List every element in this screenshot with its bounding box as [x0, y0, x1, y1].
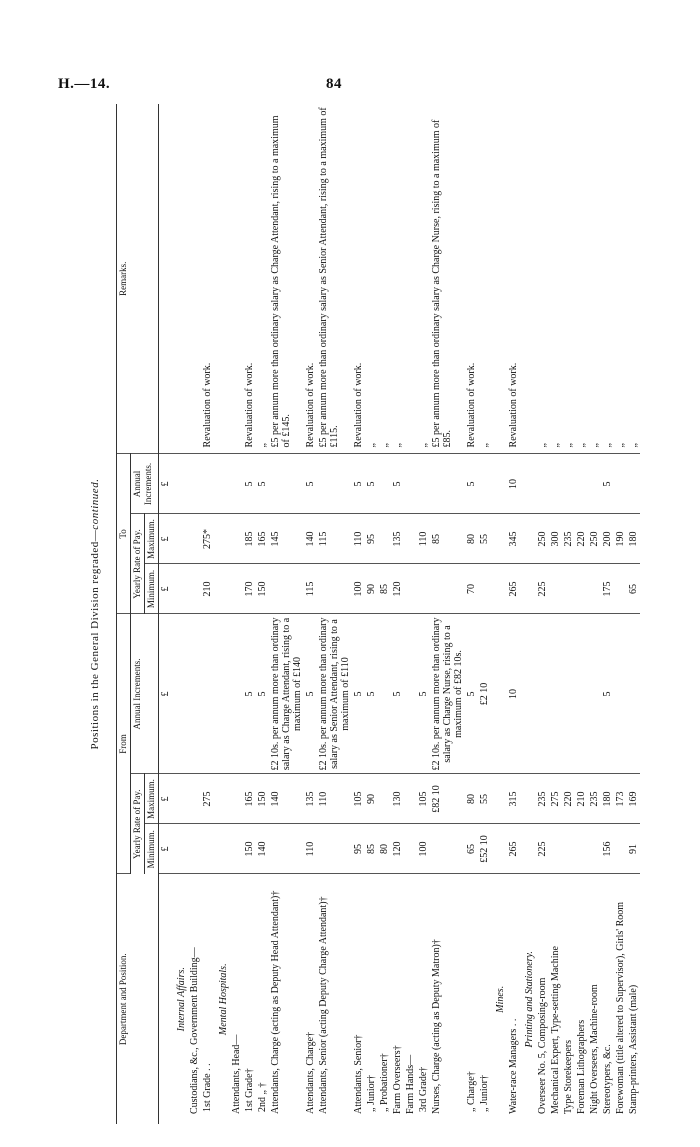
col-remarks-header: Remarks.	[117, 104, 159, 454]
to-max-cell: 300	[549, 514, 562, 564]
table-row	[201, 104, 214, 1124]
to-increment-cell	[201, 454, 214, 514]
position-cell: Mechanical Expert, Type-setting Machine	[550, 946, 561, 1114]
from-increment-cell	[536, 614, 549, 774]
from-max-cell	[378, 774, 391, 824]
from-min-cell: 95	[352, 824, 365, 874]
to-min-header: Minimum.	[145, 564, 159, 614]
to-min-cell	[269, 564, 304, 614]
from-min-cell: £52 10	[478, 824, 491, 874]
section-heading: Mines.	[495, 985, 506, 1013]
remarks-cell: „	[549, 104, 562, 454]
currency-mark: £	[159, 824, 173, 874]
to-max-cell: 110	[417, 514, 430, 564]
to-min-cell: 115	[304, 564, 317, 614]
from-increment-cell	[201, 614, 214, 774]
to-increment-cell	[549, 454, 562, 514]
from-min-cell: 140	[256, 824, 269, 874]
table-row	[365, 104, 378, 1124]
table-row	[562, 104, 575, 1124]
to-min-cell	[588, 564, 601, 614]
to-min-cell: 65	[627, 564, 640, 614]
section-heading: Internal Affairs.	[176, 967, 187, 1032]
from-max-header: Maximum.	[145, 774, 159, 824]
to-yearly-header: Yearly Rate of Pay.	[131, 514, 145, 614]
to-increment-cell	[378, 454, 391, 514]
to-max-cell: 55	[478, 514, 491, 564]
to-increment-cell	[575, 454, 588, 514]
position-cell: Water-race Managers . .	[508, 1018, 519, 1114]
regrading-table	[116, 104, 640, 1124]
from-max-cell: 80	[465, 774, 478, 824]
from-min-header: Minimum.	[145, 824, 159, 874]
position-cell: Forewoman (title altered to Supervisor), Girls' Room	[615, 901, 626, 1114]
from-increment-cell: 5	[256, 614, 269, 774]
from-max-cell: 55	[478, 774, 491, 824]
to-max-cell: 185	[243, 514, 256, 564]
from-min-cell	[614, 824, 627, 874]
to-increment-cell	[188, 454, 201, 514]
from-max-cell: 90	[365, 774, 378, 824]
to-min-cell: 175	[601, 564, 614, 614]
to-increment-cell: 5	[243, 454, 256, 514]
from-increment-cell: 10	[507, 614, 520, 774]
to-increment-cell: 5	[365, 454, 378, 514]
remarks-cell: „	[417, 104, 430, 454]
to-min-cell: 225	[536, 564, 549, 614]
from-min-cell	[230, 824, 243, 874]
position-cell: Farm Hands—	[405, 1054, 416, 1114]
position-cell: Stamp-printers, Assistant (male)	[628, 984, 639, 1114]
to-increment-cell	[269, 454, 304, 514]
from-max-cell: 169	[627, 774, 640, 824]
table-row	[430, 104, 465, 1124]
section-heading: Printing and Stationery.	[524, 951, 535, 1048]
to-increment-cell	[230, 454, 243, 514]
table-caption	[90, 104, 101, 1124]
from-max-cell: 135	[304, 774, 317, 824]
from-max-cell	[230, 774, 243, 824]
remarks-cell: Revaluation of work.	[465, 104, 478, 454]
to-max-cell: 250	[536, 514, 549, 564]
to-min-cell: 150	[256, 564, 269, 614]
from-min-cell: 156	[601, 824, 614, 874]
to-max-cell: 345	[507, 514, 520, 564]
from-max-cell: 130	[391, 774, 404, 824]
from-max-cell: 140	[269, 774, 304, 824]
to-increment-cell: 5	[256, 454, 269, 514]
to-increment-cell: 10	[507, 454, 520, 514]
remarks-cell: „	[391, 104, 404, 454]
col-dept-header: Department and Position.	[117, 874, 159, 1124]
remarks-cell: Revaluation of work.	[201, 104, 214, 454]
remarks-cell: „	[478, 104, 491, 454]
from-min-cell	[575, 824, 588, 874]
from-min-cell: 150	[243, 824, 256, 874]
from-max-cell: 235	[536, 774, 549, 824]
table-row	[465, 104, 478, 1124]
from-increment-cell	[404, 614, 417, 774]
table-row	[256, 104, 269, 1124]
to-increment-cell: 5	[304, 454, 317, 514]
from-max-cell: 235	[588, 774, 601, 824]
table-row	[549, 104, 562, 1124]
table-row	[230, 104, 243, 1124]
to-increment-cell	[430, 454, 465, 514]
currency-mark: £	[159, 454, 173, 514]
table-row	[417, 104, 430, 1124]
remarks-cell: „	[562, 104, 575, 454]
remarks-cell: „	[588, 104, 601, 454]
to-max-header: Maximum.	[145, 514, 159, 564]
position-cell: Foreman Lithographers	[576, 1019, 587, 1114]
section-heading-row	[172, 104, 188, 1124]
to-min-cell: 85	[378, 564, 391, 614]
from-increment-cell	[549, 614, 562, 774]
from-max-cell	[188, 774, 201, 824]
position-cell: „ Junior†	[366, 1075, 377, 1112]
remarks-cell: „	[378, 104, 391, 454]
to-min-cell: 70	[465, 564, 478, 614]
from-min-cell	[317, 824, 352, 874]
from-min-cell	[430, 824, 465, 874]
from-min-cell: 110	[304, 824, 317, 874]
to-max-cell: 180	[627, 514, 640, 564]
from-max-cell: 105	[417, 774, 430, 824]
to-max-cell: 140	[304, 514, 317, 564]
table-row	[575, 104, 588, 1124]
from-increment-cell	[614, 614, 627, 774]
from-max-cell: £82 10	[430, 774, 465, 824]
from-max-cell: 220	[562, 774, 575, 824]
to-increment-cell: 5	[601, 454, 614, 514]
to-increment-cell: 5	[465, 454, 478, 514]
page-ref: H.—14.	[58, 76, 111, 92]
table-row	[391, 104, 404, 1124]
from-increment-cell: 5	[243, 614, 256, 774]
to-increment-cell	[417, 454, 430, 514]
from-increment-cell	[575, 614, 588, 774]
from-min-cell: 85	[365, 824, 378, 874]
to-increment-cell	[478, 454, 491, 514]
from-max-cell: 315	[507, 774, 520, 824]
table-row	[352, 104, 365, 1124]
from-max-cell	[404, 774, 417, 824]
from-max-cell: 180	[601, 774, 614, 824]
from-increment-cell	[378, 614, 391, 774]
to-min-cell	[478, 564, 491, 614]
to-max-cell: 115	[317, 514, 352, 564]
position-cell: 1st Grade†	[244, 1068, 255, 1112]
from-min-cell: 80	[378, 824, 391, 874]
to-increment-cell	[588, 454, 601, 514]
section-heading: Mental Hospitals.	[218, 963, 229, 1036]
table-row	[404, 104, 417, 1124]
from-max-cell: 105	[352, 774, 365, 824]
from-max-cell: 275	[201, 774, 214, 824]
from-max-cell: 110	[317, 774, 352, 824]
from-max-cell: 165	[243, 774, 256, 824]
from-min-cell	[588, 824, 601, 874]
to-min-cell	[575, 564, 588, 614]
from-increment-cell: £2 10s. per annum more than ordinary salary as Charge Attendant, rising to a maximum of £140	[269, 614, 304, 774]
to-increment-cell	[562, 454, 575, 514]
table-row	[601, 104, 614, 1124]
to-max-cell: 190	[614, 514, 627, 564]
section-heading-row	[520, 104, 536, 1124]
position-cell: Type Storekeepers	[563, 1040, 574, 1114]
to-min-cell: 170	[243, 564, 256, 614]
from-increment-cell	[627, 614, 640, 774]
table-row	[507, 104, 520, 1124]
remarks-cell	[404, 104, 417, 454]
from-min-cell: 265	[507, 824, 520, 874]
position-cell: Farm Overseers†	[392, 1045, 403, 1114]
to-max-cell: 95	[365, 514, 378, 564]
currency-mark: £	[159, 614, 173, 774]
from-min-cell	[404, 824, 417, 874]
remarks-cell: £5 per annum more than ordinary salary as Senior Attendant, rising to a maximum of £115.	[317, 104, 352, 454]
table-row	[614, 104, 627, 1124]
section-heading-row	[214, 104, 230, 1124]
from-max-cell: 275	[549, 774, 562, 824]
to-increment-cell	[317, 454, 352, 514]
position-cell: Night Overseers, Machine-room	[589, 984, 600, 1114]
to-increments-header: Annual Increments.	[131, 454, 159, 514]
position-cell: Attendants, Senior†	[353, 1034, 364, 1114]
from-min-cell	[562, 824, 575, 874]
position-cell: Stereotypers, &c.	[602, 1044, 613, 1114]
from-min-cell: 225	[536, 824, 549, 874]
caption-main: Positions in the General Division regraded—	[89, 529, 101, 750]
position-cell: Attendants, Charge†	[305, 1031, 316, 1114]
table-row	[588, 104, 601, 1124]
to-increment-cell	[404, 454, 417, 514]
remarks-cell: „	[256, 104, 269, 454]
remarks-cell: Revaluation of work.	[304, 104, 317, 454]
to-increment-cell: 5	[352, 454, 365, 514]
from-min-cell	[549, 824, 562, 874]
to-min-cell	[614, 564, 627, 614]
to-max-cell: 110	[352, 514, 365, 564]
position-cell: Overseer No. 5, Composing-room	[537, 977, 548, 1114]
remarks-cell	[230, 104, 243, 454]
currency-mark: £	[159, 514, 173, 564]
to-min-cell: 210	[201, 564, 214, 614]
remarks-cell: „	[536, 104, 549, 454]
table-row	[317, 104, 352, 1124]
to-max-cell	[378, 514, 391, 564]
table-row	[269, 104, 304, 1124]
from-max-cell: 210	[575, 774, 588, 824]
remarks-cell: „	[365, 104, 378, 454]
position-cell: Nurses, Charge (acting as Deputy Matron)†	[431, 939, 442, 1114]
from-increment-cell: 5	[417, 614, 430, 774]
remarks-cell	[188, 104, 201, 454]
from-header: From	[117, 614, 131, 874]
position-cell: 3rd Grade†	[418, 1066, 429, 1112]
from-increments-header: Annual Increments.	[131, 614, 159, 774]
to-max-cell: 275*	[201, 514, 214, 564]
to-max-cell	[230, 514, 243, 564]
to-min-cell	[417, 564, 430, 614]
position-cell: „ Charge†	[466, 1071, 477, 1112]
to-max-cell: 200	[601, 514, 614, 564]
currency-row	[159, 104, 173, 1124]
from-yearly-header: Yearly Rate of Pay.	[131, 774, 145, 874]
from-min-cell	[201, 824, 214, 874]
remarks-cell: £5 per annum more than ordinary salary as Charge Nurse, rising to a maximum of £85.	[430, 104, 465, 454]
table-row	[378, 104, 391, 1124]
caption-continued: continued.	[89, 478, 101, 530]
to-max-cell	[404, 514, 417, 564]
to-max-cell: 80	[465, 514, 478, 564]
remarks-cell: Revaluation of work.	[507, 104, 520, 454]
position-cell: Attendants, Senior (acting Deputy Charge Attendant)†	[318, 896, 329, 1114]
table-row	[478, 104, 491, 1124]
from-min-cell	[269, 824, 304, 874]
to-min-cell: 90	[365, 564, 378, 614]
to-min-cell	[230, 564, 243, 614]
from-increment-cell: £2 10s. per annum more than ordinary salary as Charge Nurse, rising to a maximum of £82 10s.	[430, 614, 465, 774]
currency-mark: £	[159, 774, 173, 824]
position-cell: Custodians, &c., Government Building—	[189, 947, 200, 1114]
from-increment-cell: 5	[465, 614, 478, 774]
from-min-cell	[188, 824, 201, 874]
table-row	[243, 104, 256, 1124]
to-max-cell: 145	[269, 514, 304, 564]
currency-mark: £	[159, 564, 173, 614]
to-increment-cell	[614, 454, 627, 514]
from-increment-cell: 5	[352, 614, 365, 774]
from-increment-cell: 5	[365, 614, 378, 774]
from-increment-cell	[230, 614, 243, 774]
from-min-cell: 65	[465, 824, 478, 874]
remarks-cell: „	[575, 104, 588, 454]
position-cell: 1st Grade . .	[202, 1063, 213, 1112]
to-max-cell: 135	[391, 514, 404, 564]
section-heading-row	[491, 104, 507, 1124]
table-row	[536, 104, 549, 1124]
position-cell: Attendants, Head—	[231, 1034, 242, 1114]
to-min-cell	[549, 564, 562, 614]
from-max-cell: 173	[614, 774, 627, 824]
to-max-cell: 250	[588, 514, 601, 564]
from-increment-cell: £2 10s. per annum more than ordinary salary as Senior Attendant, rising to a maximum of £110	[317, 614, 352, 774]
remarks-cell: Revaluation of work.	[352, 104, 365, 454]
to-min-cell	[188, 564, 201, 614]
to-min-cell	[562, 564, 575, 614]
from-increment-cell: £2 10	[478, 614, 491, 774]
to-min-cell: 100	[352, 564, 365, 614]
to-max-cell: 220	[575, 514, 588, 564]
from-increment-cell	[562, 614, 575, 774]
to-min-cell	[430, 564, 465, 614]
to-increment-cell	[627, 454, 640, 514]
to-max-cell: 165	[256, 514, 269, 564]
position-cell: „ Junior†	[479, 1075, 490, 1112]
from-increment-cell: 5	[304, 614, 317, 774]
remarks-cell: „	[627, 104, 640, 454]
position-cell: 2nd „ †	[257, 1082, 268, 1112]
from-increment-cell	[588, 614, 601, 774]
page-number: 84	[326, 76, 342, 92]
to-min-cell: 265	[507, 564, 520, 614]
rotated-table-stage	[88, 104, 663, 1124]
to-min-cell	[404, 564, 417, 614]
table-row	[627, 104, 640, 1124]
from-increment-cell: 5	[601, 614, 614, 774]
from-max-cell: 150	[256, 774, 269, 824]
to-min-cell: 120	[391, 564, 404, 614]
position-cell: „ Probationer†	[379, 1053, 390, 1112]
position-cell: Attendants, Charge (acting as Deputy Head Attendant)†	[270, 890, 281, 1114]
from-min-cell: 100	[417, 824, 430, 874]
remarks-cell: Revaluation of work.	[243, 104, 256, 454]
table-row	[304, 104, 317, 1124]
remarks-cell: „	[614, 104, 627, 454]
to-max-cell: 85	[430, 514, 465, 564]
remarks-cell: „	[601, 104, 614, 454]
to-increment-cell: 5	[391, 454, 404, 514]
to-max-cell	[188, 514, 201, 564]
remarks-cell: £5 per annum more than ordinary salary as Charge Attendant, rising to a maximum of £145.	[269, 104, 304, 454]
table-row	[188, 104, 201, 1124]
to-header: To	[117, 454, 131, 614]
from-increment-cell: 5	[391, 614, 404, 774]
from-increment-cell	[188, 614, 201, 774]
from-min-cell: 91	[627, 824, 640, 874]
table-body	[159, 104, 641, 1124]
to-min-cell	[317, 564, 352, 614]
to-max-cell: 235	[562, 514, 575, 564]
from-min-cell: 120	[391, 824, 404, 874]
to-increment-cell	[536, 454, 549, 514]
